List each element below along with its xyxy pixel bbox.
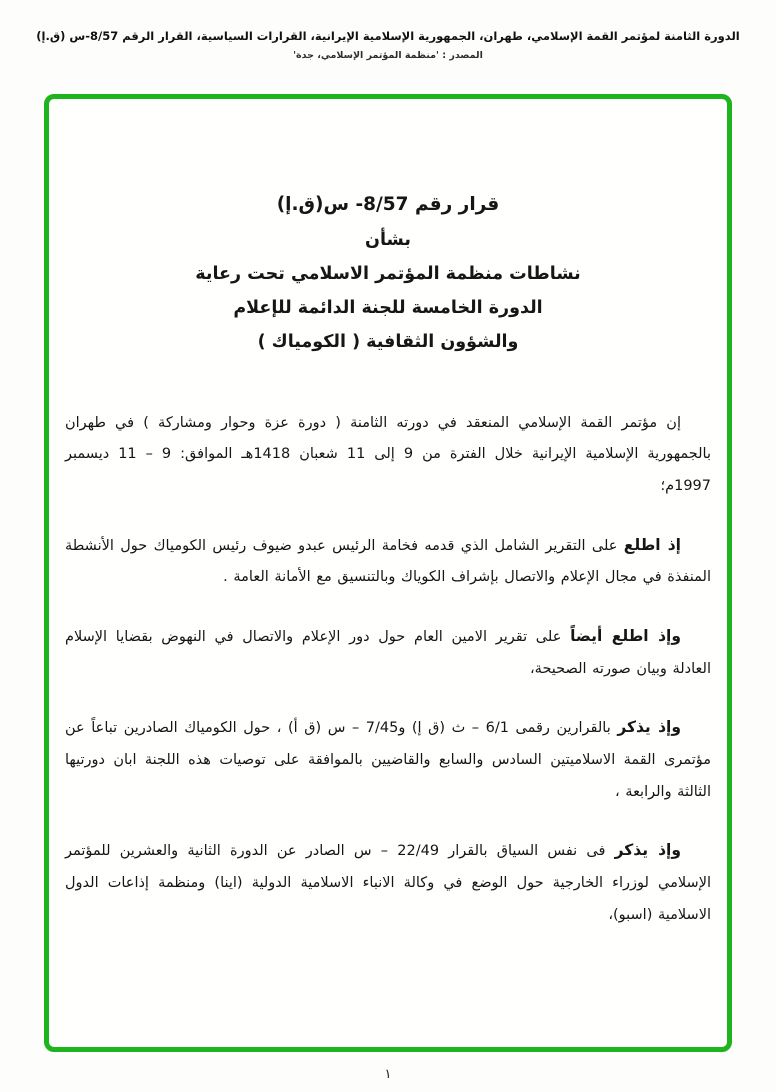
paragraph (65, 406, 711, 503)
paragraph-text: على تقرير الامين العام حول دور الإعلام والاتصال في النهوض بقضايا الإسلام العادلة وبيان صورته الصحيحة، (65, 628, 711, 677)
document-header (20, 28, 756, 61)
header-source: المصدر : 'منظمة المؤتمر الإسلامي، جدة' (293, 50, 483, 62)
paragraph (65, 834, 711, 931)
paragraph-lead: إذ اطلع (623, 535, 681, 554)
highlight-frame (44, 94, 732, 1052)
resolution-title-line: والشؤون الثقافية ( الكومياك ) (257, 332, 519, 353)
header-citation: الدورة الثامنة لمؤتمر القمة الإسلامي، طهران، الجمهورية الإسلامية الإيرانية، القرارات السياسية، القرار الرقم 8/57-س (ق.إ) (36, 29, 740, 43)
paragraph-text: بالقرارين رقمى 6/1 – ث (ق إ) و7/45 – س (ق أ) ، حول الكومياك الصادرين تباعاً عن مؤتمرى القمة الاسلاميتين السادس والسابع والقاضيين بالموافقة على توصيات هذه اللجنة ابان دورتيها الثالثة والرابعة ، (65, 720, 711, 800)
resolution-number-line: قرار رقم 8/57- س(ق.إ) (276, 194, 500, 215)
paragraph (65, 711, 711, 808)
paragraph-lead: وإذ يذكر (617, 718, 681, 737)
paragraph-text: إن مؤتمر القمة الإسلامي المنعقد في دورته الثامنة ( دورة عزة وحوار ومشاركة ) في طهران بالجمهورية الإسلامية الإيرانية خلال الفترة من 9 إلى 11 شعبان 1418هـ الموافق: 9 – 11 ديسمبر 1997م؛ (65, 414, 711, 494)
resolution-title-line: نشاطات منظمة المؤتمر الاسلامي تحت رعاية (195, 264, 581, 285)
paragraph-lead: وإذ اطلع أيضاً (570, 626, 682, 645)
resolution-title-line: الدورة الخامسة للجنة الدائمة للإعلام (233, 298, 543, 319)
paragraph (65, 620, 711, 685)
document-body (49, 99, 727, 1047)
paragraph (65, 529, 711, 594)
paragraph-lead: وإذ يذكر (614, 841, 681, 860)
paragraph-text: فى نفس السياق بالقرار 22/49 – س الصادر عن الدورة الثانية والعشرين للمؤتمر الإسلامي لوزراء الخارجية حول الوضع في وكالة الانباء الاسلامية الدولية (اينا) ومنظمة إذاعات الدول الاسلامية (اسبو)، (65, 843, 711, 923)
page-number: ١ (384, 1067, 392, 1082)
resolution-title-block (65, 187, 711, 360)
resolution-title-line: بشأن (365, 230, 411, 251)
paragraph-text: على التقرير الشامل الذي قدمه فخامة الرئيس عبدو ضيوف رئيس الكومياك حول الأنشطة المنفذة في مجال الإعلام والاتصال بإشراف الكوياك وبالتنسيق مع الأمانة العامة . (65, 537, 711, 586)
